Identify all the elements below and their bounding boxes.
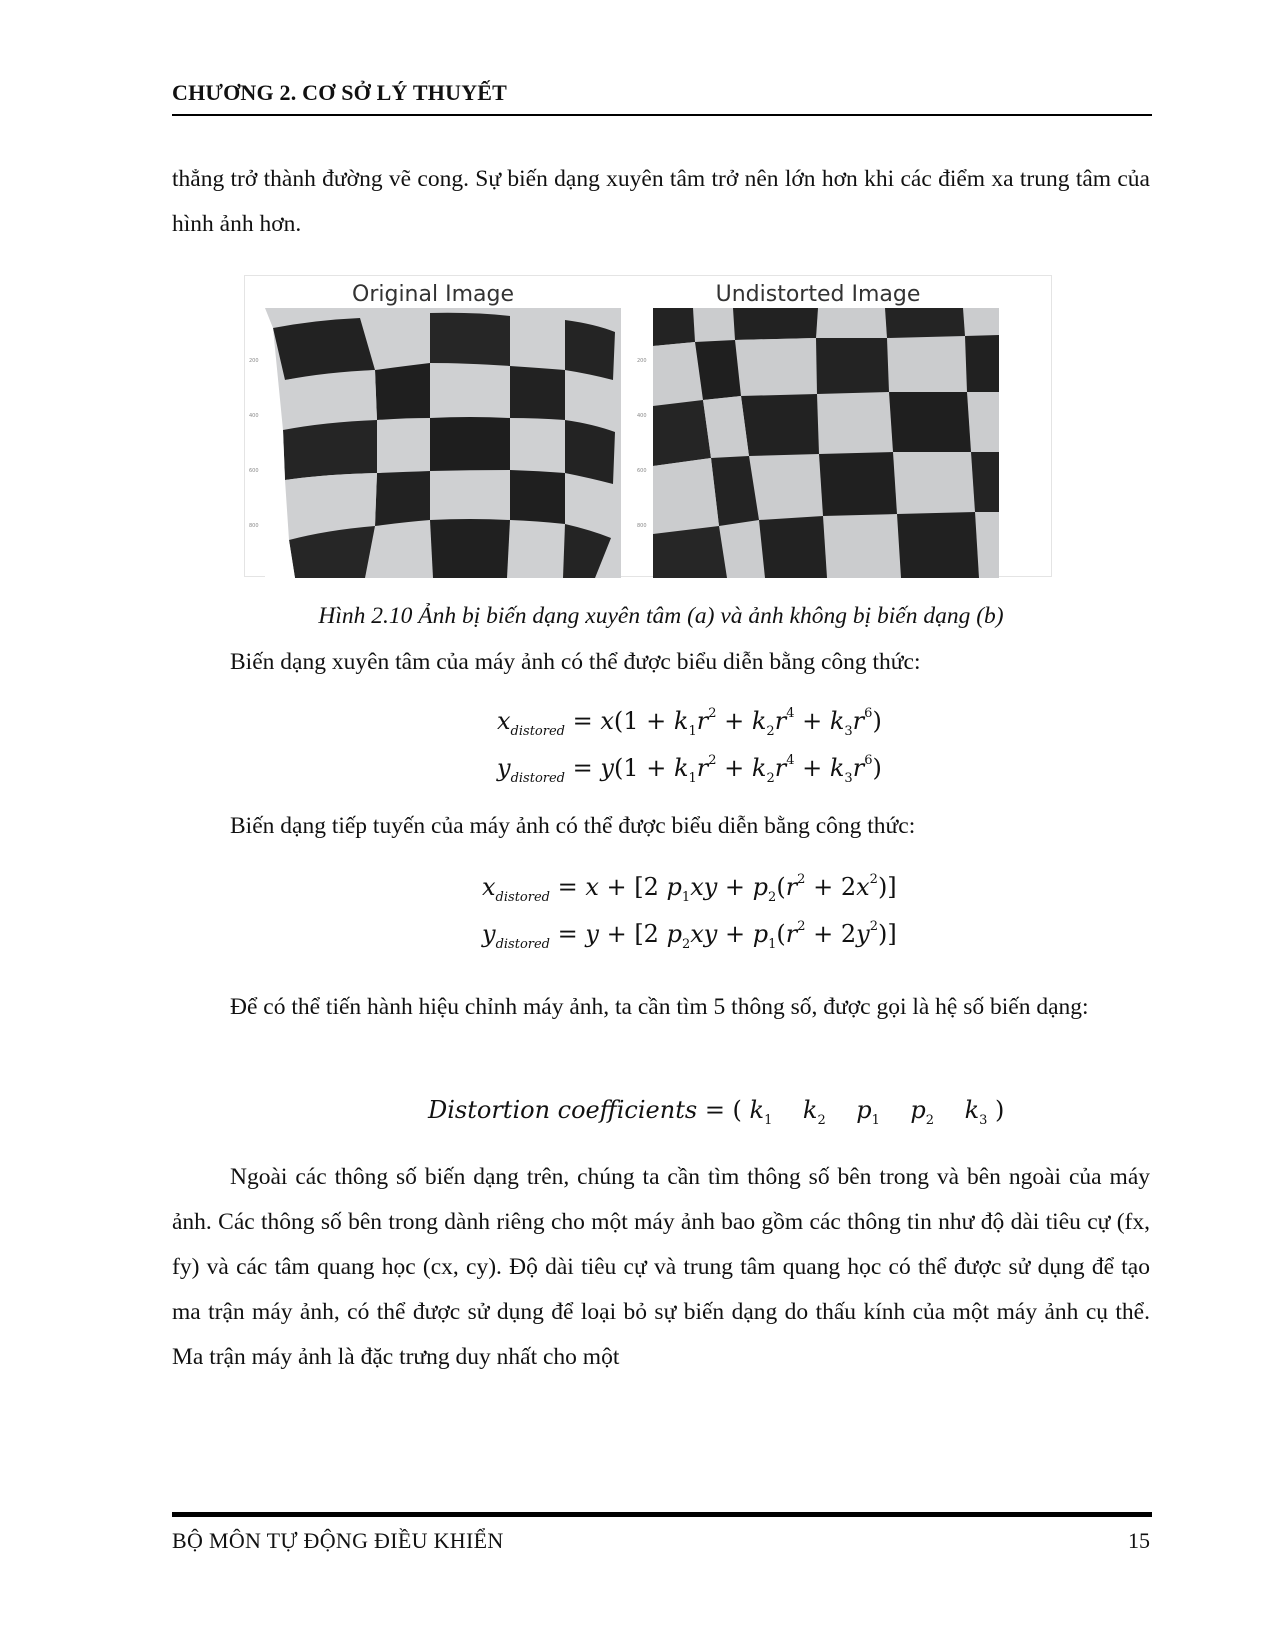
coefficients-label: Distortion coefficients <box>428 1096 698 1124</box>
right-ytick: 800 <box>637 523 647 529</box>
undistorted-image <box>653 308 999 578</box>
equation-radial-y: $y_{distored} = y(1 + k_1r^2 + k_2r^4 + k_3r^6)$ <box>497 753 882 786</box>
footer-department: BỘ MÔN TỰ ĐỘNG ĐIỀU KHIỂN <box>172 1528 504 1553</box>
equation-coefficients: Distortion coefficients = ( $k_1$ $k_2$ $p_1$ $p_2$ $k_3$ ) <box>428 1096 1005 1128</box>
header-rule <box>172 114 1152 116</box>
left-ytick: 200 <box>249 358 259 364</box>
equation-tangential-x: $x_{distored} = x + [2$ $p_1xy + p_2(r^2 + 2x^2)$] <box>482 872 897 905</box>
page-header: CHƯƠNG 2. CƠ SỞ LÝ THUYẾT <box>172 80 508 105</box>
left-panel-title: Original Image <box>352 282 514 307</box>
footer-rule <box>172 1512 1152 1517</box>
equation-subscript: distored <box>510 771 565 786</box>
figure-checkerboard <box>244 275 1052 577</box>
right-panel-title: Undistorted Image <box>715 282 921 307</box>
distorted-checkerboard <box>265 308 621 578</box>
paragraph-2: Biến dạng xuyên tâm của máy ảnh có thể được biểu diễn bằng công thức: <box>230 649 921 675</box>
right-ytick: 600 <box>637 468 647 474</box>
figure-caption: Hình 2.10 Ảnh bị biến dạng xuyên tâm (a) và ảnh không bị biến dạng (b) <box>318 603 1004 629</box>
equation-tangential-y: $y_{distored} = y + [2$ $p_2xy + p_1(r^2 + 2y^2)$] <box>482 919 897 952</box>
right-ytick: 400 <box>637 413 647 419</box>
paragraph-5: Ngoài các thông số biến dạng trên, chúng ta cần tìm thông số bên trong và bên ngoài của máy ảnh. Các thông số bên trong dành riêng cho một máy ảnh bao gồm các thông tin như độ dài tiêu cự (fx, fy) và các tâm quang học (cx, cy). Độ dài tiêu cự và trung tâm quang học có thể được sử dụng để tạo ma trận máy ảnh, có thể được sử dụng để loại bỏ sự biến dạng do thấu kính của một máy ảnh cụ thể. Ma trận máy ảnh là đặc trưng duy nhất cho một <box>172 1164 1150 1370</box>
right-ytick: 200 <box>637 358 647 364</box>
paragraph-3: Biến dạng tiếp tuyến của máy ảnh có thể được biểu diễn bằng công thức: <box>230 813 916 839</box>
original-image <box>265 308 621 578</box>
equation-subscript: distored <box>495 890 550 905</box>
page-number: 15 <box>1128 1528 1150 1553</box>
left-ytick: 400 <box>249 413 259 419</box>
left-ytick: 600 <box>249 468 259 474</box>
paragraph-4: Để có thể tiến hành hiệu chỉnh máy ảnh, ta cần tìm 5 thông số, được gọi là hệ số biến dạng: <box>230 994 1089 1020</box>
paragraph-1: thẳng trở thành đường vẽ cong. Sự biến dạng xuyên tâm trở nên lớn hơn khi các điểm xa trung tâm của hình ảnh hơn. <box>172 166 1150 237</box>
left-ytick: 800 <box>249 523 259 529</box>
equation-subscript: distored <box>510 724 565 739</box>
equation-subscript: distored <box>495 937 550 952</box>
left-yticks <box>245 308 267 578</box>
undistorted-checkerboard <box>653 308 999 578</box>
right-yticks <box>633 308 655 578</box>
equation-radial-x: $x_{distored} = x(1 + k_1r^2 + k_2r^4 + k_3r^6)$ <box>497 706 882 739</box>
